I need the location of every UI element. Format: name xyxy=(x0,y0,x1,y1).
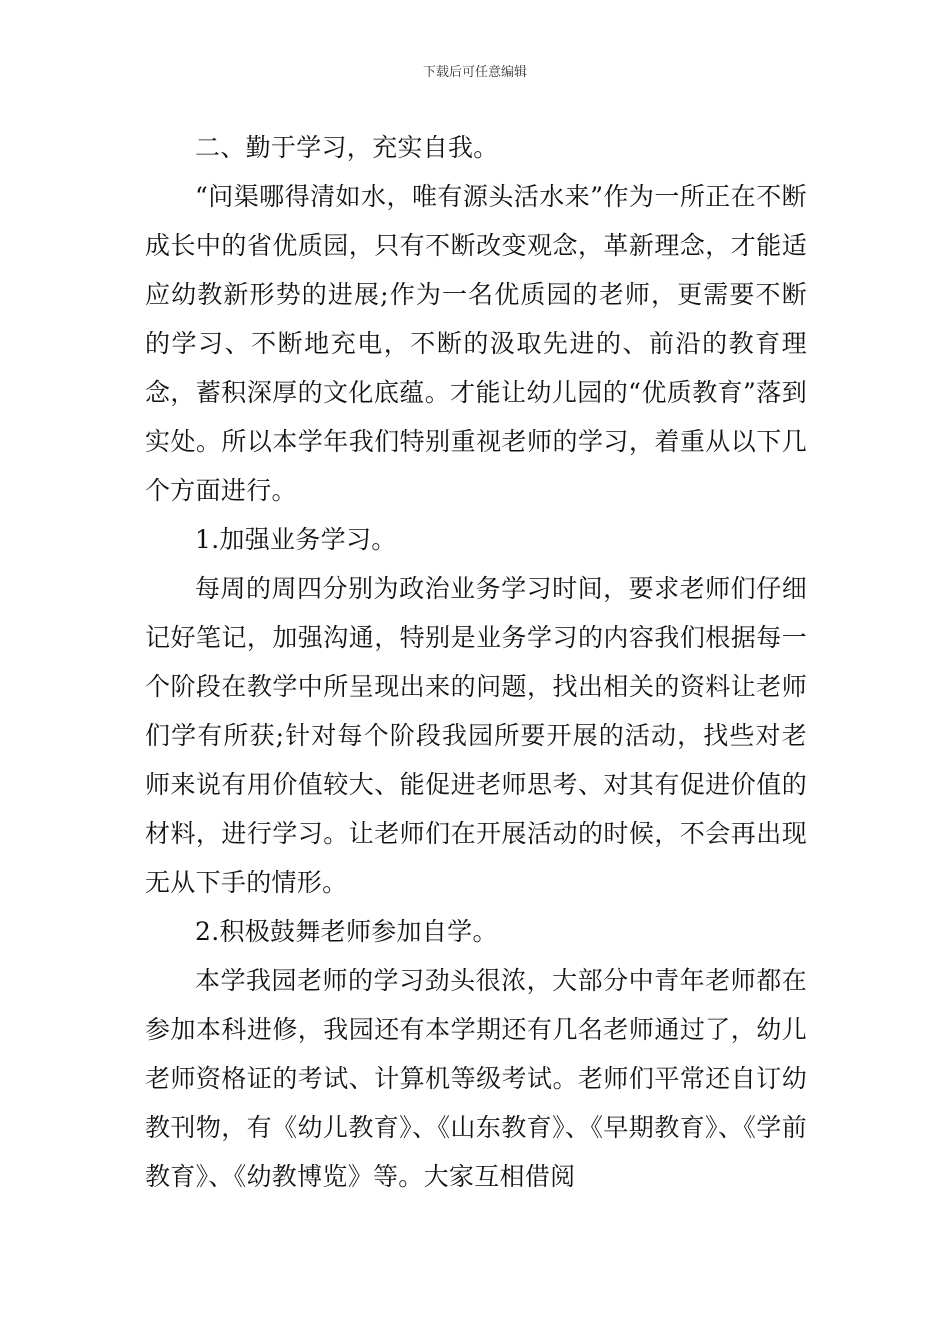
paragraph-self-study: 本学我园老师的学习劲头很浓，大部分中青年老师都在参加本科进修，我园还有本学期还有几名老师通过了，幼儿老师资格证的考试、计算机等级考试。老师们平常还自订幼教刊物，有《幼儿教育》、《山东教育》、《早期教育》、《学前教育》、《幼教博览》等。大家互相借阅 xyxy=(145,966,807,1191)
subheading-business-study: 1.加强业务学习。 xyxy=(195,525,397,554)
section-heading: 二、勤于学习，充实自我。 xyxy=(195,133,499,162)
paragraph-intro: “问渠哪得清如水，唯有源头活水来”作为一所正在不断成长中的省优质园，只有不断改变观念，革新理念，才能适应幼教新形势的进展;作为一名优质园的老师，更需要不断的学习、不断地充电，不断的汲取先进的、前沿的教育理念，蓄积深厚的文化底蕴。才能让幼儿园的“优质教育”落到实处。所以本学年我们特别重视老师的学习，着重从以下几个方面进行。 xyxy=(145,182,807,505)
document-body xyxy=(145,123,807,1201)
page-header: 下载后可任意编辑 xyxy=(422,65,527,80)
subheading-self-study: 2.积极鼓舞老师参加自学。 xyxy=(195,917,498,946)
paragraph-business-study: 每周的周四分别为政治业务学习时间，要求老师们仔细记好笔记，加强沟通，特别是业务学习的内容我们根据每一个阶段在教学中所呈现出来的问题，找出相关的资料让老师们学有所获;针对每个阶段我园所要开展的活动，找些对老师来说有用价值较大、能促进老师思考、对其有促进价值的材料，进行学习。让老师们在开展活动的时候，不会再出现无从下手的情形。 xyxy=(145,574,807,897)
